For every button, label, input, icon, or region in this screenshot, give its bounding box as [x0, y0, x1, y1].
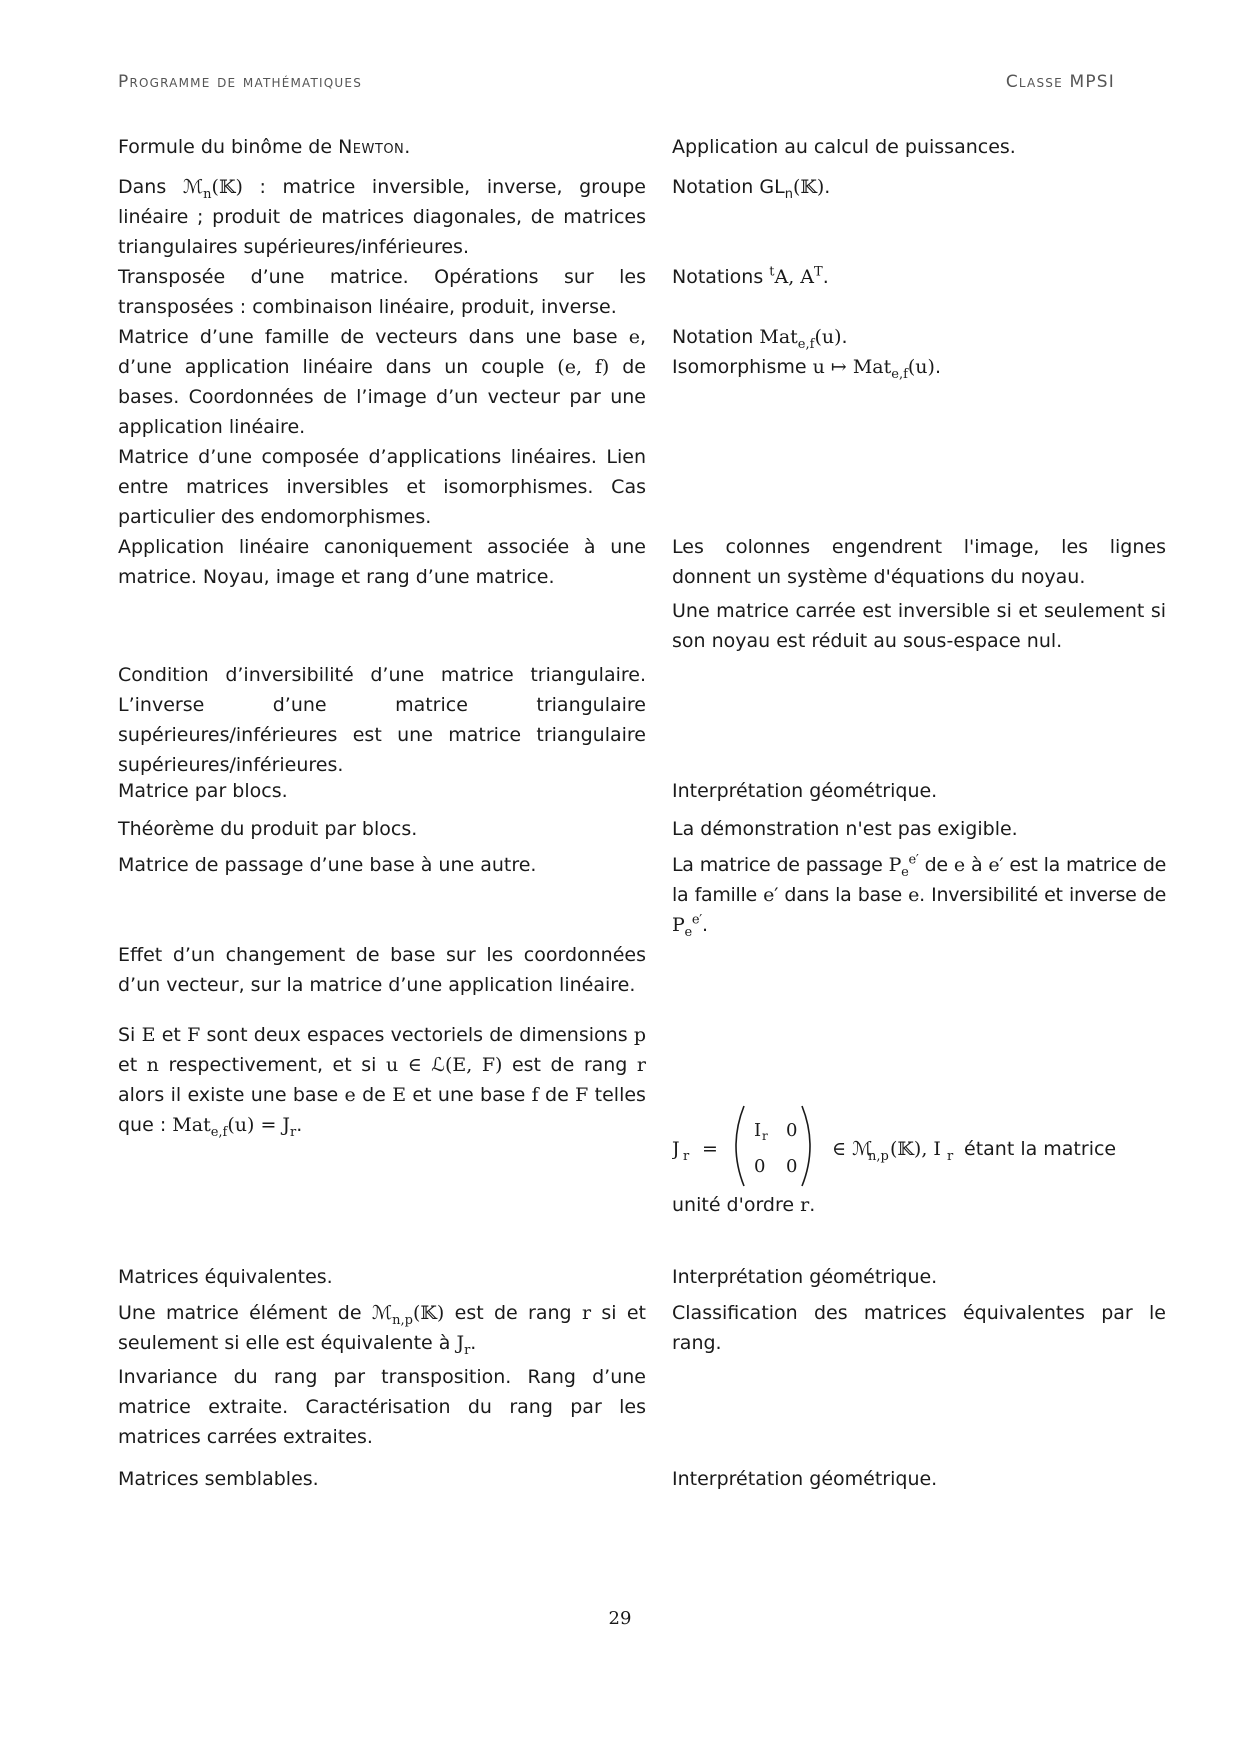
row-left-composition: Matrice d’une composée d’applications linéaires. Lien entre matrices inversibles et isomorphismes. Cas particulier des endomorphismes. [118, 446, 646, 528]
row-left-change-of-basis: Matrice de passage d’une base à une autre. [118, 854, 537, 876]
svg-text:=: = [702, 1138, 718, 1160]
row-right-classification: Classification des matrices équivalentes par le rang. [672, 1302, 1166, 1354]
row-right-passage-matrix: La matrice de passage $P_e^{e'}$ de e à e′ est la matrice de la famille e′ dans la base e. Inversibilité et inverse de $P_e^{e'}$. [672, 852, 1167, 940]
page-number: 29 [608, 1608, 632, 1629]
running-header-title: Programme de mathématiques [118, 72, 363, 92]
svg-text:0: 0 [786, 1156, 798, 1177]
row-left-similar: Matrices semblables. [118, 1468, 319, 1490]
svg-text:0: 0 [754, 1156, 766, 1177]
row-left-base-change-effect: Effet d’un changement de base sur les coordonnées d’un vecteur, sur la matrice d’une application linéaire. [118, 944, 646, 996]
svg-text:I: I [754, 1120, 762, 1141]
svg-text:r: r [947, 1149, 954, 1164]
row-right-transpose-notation: Notations $^t$A, $A^T$. [672, 264, 829, 288]
row-right-powers: Application au calcul de puissances. [672, 136, 1016, 158]
row-left-invertible: Dans ℳ$_n$(𝕂) : matrice inversible, inverse, groupe linéaire ; produit de matrices diagonales, de matrices triangulaires supérieures/inférieures. [118, 176, 646, 258]
svg-text:n,p: n,p [868, 1149, 889, 1164]
jr-matrix-svg [672, 1102, 1166, 1190]
row-right-not-required: La démonstration n'est pas exigible. [672, 818, 1018, 840]
svg-text:J: J [672, 1138, 680, 1160]
row-left-rank-invariance: Invariance du rang par transposition. Rang d’une matrice extraite. Caractérisation du rang par les matrices carrées extraites. [118, 1366, 646, 1448]
row-left-transpose: Transposée d’une matrice. Opérations sur les transposées : combinaison linéaire, produit, inverse. [118, 266, 646, 318]
row-left-matrix-of-family: Matrice d’une famille de vecteurs dans une base e, d’une application linéaire dans un couple (e, f) de bases. Coordonnées de l’image d’un vecteur par une application linéaire. [118, 326, 646, 438]
row-right-geometric-3: Interprétation géométrique. [672, 1468, 938, 1490]
svg-text:∈ ℳ: ∈ ℳ [832, 1138, 873, 1160]
row-left-canonical-map: Application linéaire canoniquement associée à une matrice. Noyau, image et rang d’une matrice. [118, 536, 646, 588]
row-right-gln: Notation $GL_n(𝕂)$. [672, 176, 831, 202]
row-left-triangular-inverse: Condition d’inversibilité d’une matrice triangulaire. L’inverse d’une matrice triangulaire supérieures/inférieures est une matrice triangulaire supérieures/inférieures. [118, 664, 646, 776]
svg-text:r: r [762, 1129, 768, 1143]
row-left-block-matrix: Matrice par blocs. [118, 780, 288, 802]
row-right-mat-notation: Notation Mat$_{e,f}$(u). Isomorphisme u ↦ Mat$_{e,f}$(u). [672, 326, 941, 382]
row-left-equivalent: Matrices équivalentes. [118, 1266, 333, 1288]
row-left-rank-equivalence: Une matrice élément de ℳ$_{n,p}$(𝕂) est de rang r si et seulement si elle est équivalente à $J_r$. [118, 1302, 646, 1358]
jr-matrix-definition [672, 1102, 1166, 1190]
svg-text:(𝕂), I: (𝕂), I [890, 1138, 941, 1160]
row-right-columns-lines: Les colonnes engendrent l'image, les lignes donnent un système d'équations du noyau. [672, 536, 1166, 588]
row-left-block-product: Théorème du produit par blocs. [118, 818, 418, 840]
svg-text:0: 0 [786, 1120, 798, 1141]
row-right-square-invertible: Une matrice carrée est inversible si et seulement si son noyau est réduit au sous-espace nul. [672, 600, 1166, 652]
row-left-rank-theorem: Si E et F sont deux espaces vectoriels de dimensions p et n respectivement, et si u ∈ ℒ(E, F) est de rang r alors il existe une base e de E et une base f de F telles que : $Mat_{e,f}(u) = J_r$. [118, 1024, 647, 1140]
row-left-newton: Formule du binôme de Newton. [118, 136, 411, 158]
row-right-unit-order: unité d'ordre r. [672, 1194, 816, 1216]
running-header-class: Classe MPSI [1005, 72, 1115, 92]
row-right-geometric-2: Interprétation géométrique. [672, 1266, 938, 1288]
svg-text:étant la matrice: étant la matrice [964, 1138, 1117, 1160]
svg-text:r: r [683, 1149, 690, 1164]
row-right-geometric-1: Interprétation géométrique. [672, 780, 938, 802]
